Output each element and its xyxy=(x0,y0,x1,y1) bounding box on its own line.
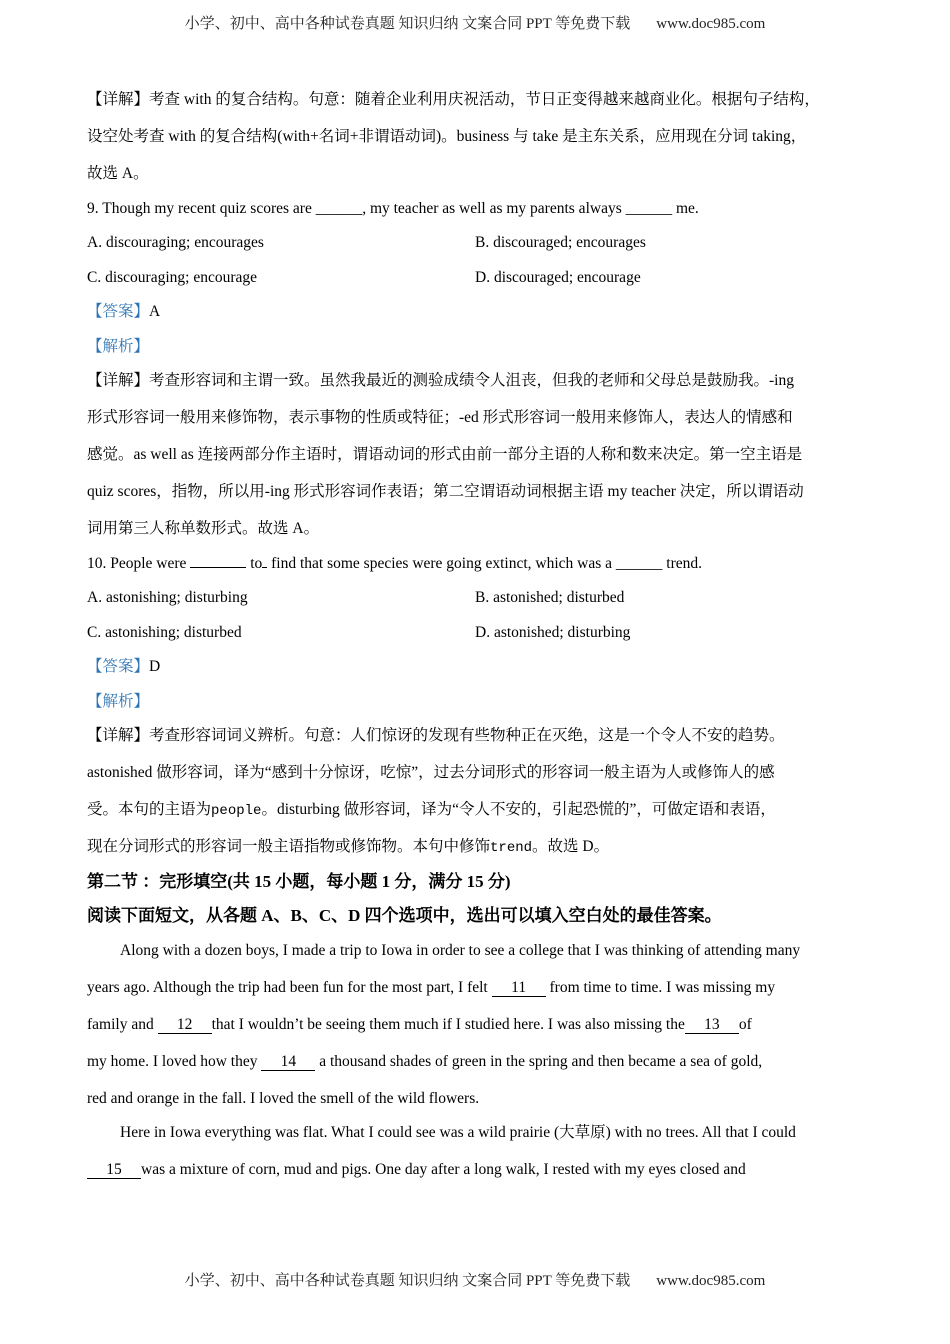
answer-label: 【答案】 xyxy=(87,658,150,675)
q9-detail-line-1: 【详解】考查形容词和主谓一致。虽然我最近的测验成绩令人沮丧，但我的老师和父母总是鼓励我。-ing xyxy=(87,372,794,389)
q10-option-b: B. astonished; disturbed xyxy=(475,589,625,606)
q10-options-row-2 xyxy=(87,619,872,654)
q9-option-b: B. discouraged; encourages xyxy=(475,234,646,251)
page-header xyxy=(0,12,950,33)
q8-detail-line-2: 设空处考查 with 的复合结构(with+名词+非谓语动词)。business 与 take 是主东关系，应用现在分词 taking， xyxy=(87,128,807,145)
q10-detail-line-4: 现在分词形式的形容词一般主语指物或修饰物。本句中修饰trend。故选 D。 xyxy=(87,838,610,856)
footer-text: 小学、初中、高中各种试卷真题 知识归纳 文案合同 PPT 等免费下载 xyxy=(184,1273,631,1289)
cloze-blank-11: 11 xyxy=(492,980,546,997)
q9-options-row-1 xyxy=(87,229,872,264)
q8-detail-line-1: 【详解】考查 with 的复合结构。句意：随着企业利用庆祝活动，节日正变得越来越商业化。根据句子结构， xyxy=(87,91,820,108)
q9-stem: 9. Though my recent quiz scores are ______, my teacher as well as my parents always ______ me. xyxy=(87,199,699,217)
q9-detail-line-3: 感觉。as well as 连接两部分作主语时，谓语动词的形式由前一部分主语的人称和数来决定。第一空主语是 xyxy=(87,446,803,463)
q9-options-row-2 xyxy=(87,264,872,299)
q10-detail-line-1: 【详解】考查形容词词义辨析。句意：人们惊讶的发现有些物种正在灭绝，这是一个令人不安的趋势。 xyxy=(87,727,785,744)
q9-option-c: C. discouraging; encourage xyxy=(87,268,258,286)
cloze-blank-13: 13 xyxy=(685,1017,739,1034)
q10-detail-line-2: astonished 做形容词，译为“感到十分惊讶，吃惊”，过去分词形式的形容词一般主语为人或修饰人的感 xyxy=(87,764,775,781)
q9-detail-line-5: 词用第三人称单数形式。故选 A。 xyxy=(87,520,320,537)
q10-option-d: D. astonished; disturbing xyxy=(475,623,631,641)
answer-value: A xyxy=(149,303,161,320)
q9-detail-line-4: quiz scores，指物，所以用-ing 形式形容词作表语；第二空谓语动词根据主语 my teacher 决定，所以谓语动 xyxy=(87,483,804,500)
passage-line-2: years ago. Although the trip had been fun for the most part, I felt 11 from time to time. I was missing my xyxy=(87,978,776,996)
page-footer xyxy=(0,1269,950,1290)
q10-option-c: C. astonishing; disturbed xyxy=(87,623,242,641)
q9-option-d: D. discouraged; encourage xyxy=(475,268,641,286)
cloze-blank-15: 15 xyxy=(87,1162,141,1179)
q10-options-row-1 xyxy=(87,584,872,619)
passage-line-4: my home. I loved how they 14 a thousand shades of green in the spring and then became a sea of gold, xyxy=(87,1052,763,1070)
q10-blank-1 xyxy=(190,567,246,568)
header-text: 小学、初中、高中各种试卷真题 知识归纳 文案合同 PPT 等免费下载 xyxy=(184,16,631,32)
q10-option-a: A. astonishing; disturbing xyxy=(87,589,248,606)
section-instruction: 阅读下面短文，从各题 A、B、C、D 四个选项中，选出可以填入空白处的最佳答案。 xyxy=(87,906,722,925)
q10-analysis-label: 【解析】 xyxy=(87,692,150,710)
cloze-blank-12: 12 xyxy=(158,1017,212,1034)
section-title: 第二节 ：完形填空(共 15 小题，每小题 1 分，满分 15 分) xyxy=(87,871,511,891)
q9-option-a: A. discouraging; encourages xyxy=(87,234,264,251)
document-body xyxy=(87,86,872,1193)
header-url[interactable]: www.doc985.com xyxy=(656,16,766,32)
q10-answer xyxy=(87,653,872,688)
q9-answer xyxy=(87,298,872,333)
passage-line-6: Here in Iowa everything was flat. What I could see was a wild prairie (大草原) with no trees. All that I could xyxy=(120,1124,796,1141)
cloze-blank-14: 14 xyxy=(261,1054,315,1071)
answer-label: 【答案】 xyxy=(87,303,150,320)
answer-value: D xyxy=(149,658,161,675)
q9-analysis-label: 【解析】 xyxy=(87,337,150,355)
passage-line-1: Along with a dozen boys, I made a trip to Iowa in order to see a college that I was thinking of attending many xyxy=(120,941,801,959)
passage-line-5: red and orange in the fall. I loved the smell of the wild flowers. xyxy=(87,1089,480,1107)
passage-line-3: family and 12 that I wouldn’t be seeing them much if I studied here. I was also missing the 13 of xyxy=(87,1015,752,1033)
q10-detail-line-3: 受。本句的主语为people。disturbing 做形容词，译为“令人不安的，引起恐慌的”，可做定语和表语， xyxy=(87,801,776,819)
detail-label: 【详解】 xyxy=(87,91,150,108)
q10-stem: 10. People were to find that some species were going extinct, which was a ______ trend. xyxy=(87,554,702,572)
footer-url[interactable]: www.doc985.com xyxy=(656,1273,766,1289)
q9-detail-line-2: 形式形容词一般用来修饰物，表示事物的性质或特征；-ed 形式形容词一般用来修饰人，表达人的情感和 xyxy=(87,409,793,426)
passage-line-7: 15 was a mixture of corn, mud and pigs. One day after a long walk, I rested with my eyes closed and xyxy=(87,1156,872,1193)
q8-detail-line-3: 故选 A。 xyxy=(87,165,149,182)
